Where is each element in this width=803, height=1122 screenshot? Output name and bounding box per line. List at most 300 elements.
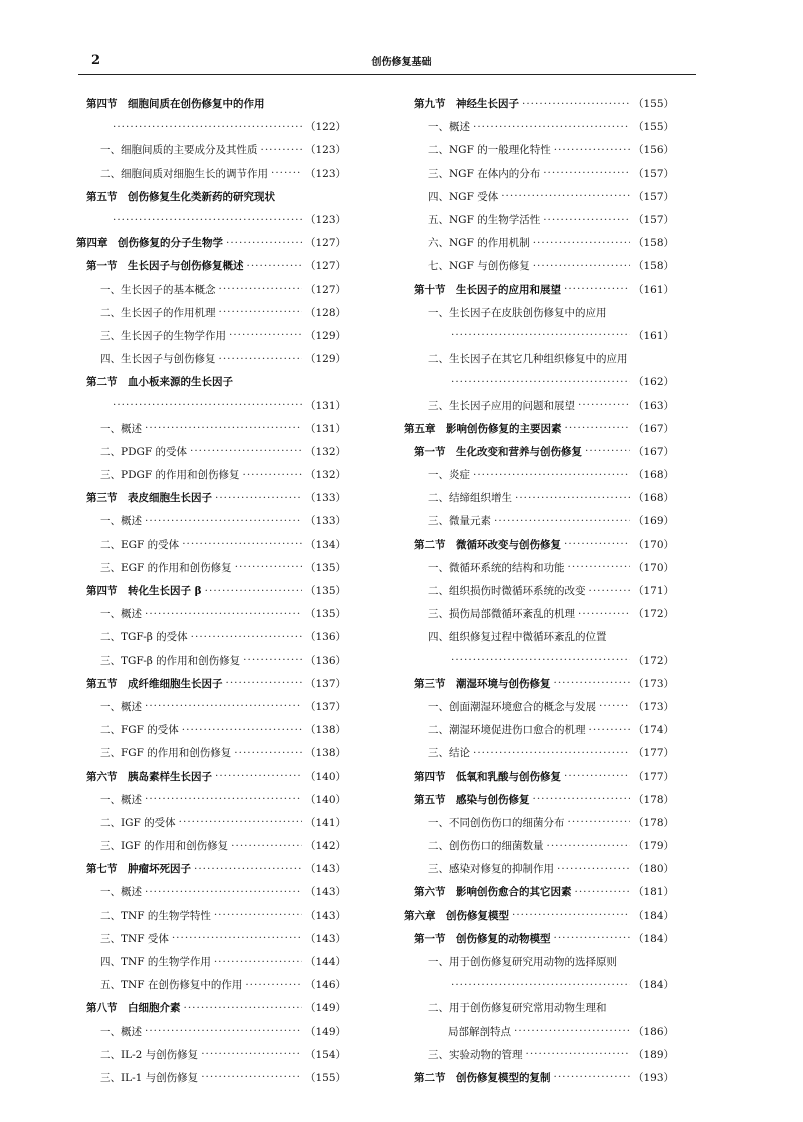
dot-leader (565, 422, 630, 434)
toc-entry-page: （141） (304, 816, 346, 829)
toc-entry-item (76, 788, 346, 811)
dot-leader (113, 121, 302, 133)
toc-entry-title: 五、TNF 在创伤修复中的作用 (100, 979, 243, 992)
toc-entry-page: （131） (304, 399, 346, 412)
header-rule (78, 74, 696, 75)
toc-entry-title: 二、用于创伤修复研究常用动物生理和 (428, 1002, 607, 1015)
toc-entry-title: 一、概述 (100, 422, 142, 435)
toc-entry-page: （135） (304, 608, 346, 621)
toc-entry-page: （184） (632, 932, 674, 945)
dot-leader (145, 793, 302, 805)
toc-entry-page: （135） (304, 561, 346, 574)
toc-entry-title: 七、NGF 与创伤修复 (428, 260, 530, 273)
toc-entry-chapter (76, 231, 346, 254)
dot-leader (522, 98, 630, 110)
toc-entry-page: （132） (304, 445, 346, 458)
toc-entry-title: 二、TNF 的生物学特性 (100, 909, 211, 922)
toc-entry-page: （123） (304, 167, 346, 180)
toc-right-column (404, 92, 674, 1089)
toc-entry-item (404, 231, 674, 254)
toc-entry-page: （131） (304, 422, 346, 435)
toc-entry-title: 三、微量元素 (428, 515, 491, 528)
dot-leader (182, 538, 302, 550)
dot-leader (226, 677, 302, 689)
toc-entry-page: （146） (304, 979, 346, 992)
toc-entry-cont (76, 115, 346, 138)
toc-entry-title: 二、PDGF 的受体 (100, 445, 187, 458)
dot-leader (533, 237, 630, 249)
toc-entry-page: （135） (304, 585, 346, 598)
toc-entry-title: 第三节 潮湿环境与创伤修复 (414, 677, 551, 690)
toc-entry-page: （180） (632, 863, 674, 876)
toc-entry-page: （161） (632, 283, 674, 296)
toc-entry-item (76, 440, 346, 463)
toc-entry-page: （184） (632, 909, 674, 922)
toc-entry-page: （129） (304, 329, 346, 342)
toc-entry-title: 一、概述 (100, 886, 142, 899)
toc-entry-page: （157） (632, 167, 674, 180)
toc-entry-section (404, 927, 674, 950)
toc-entry-section (404, 672, 674, 695)
dot-leader (578, 399, 630, 411)
toc-entry-page: （167） (632, 422, 674, 435)
toc-entry-title: 第六节 胰岛素样生长因子 (86, 770, 212, 783)
toc-entry-section (76, 857, 346, 880)
toc-entry-title: 第五章 影响创伤修复的主要因素 (404, 422, 562, 435)
dot-leader (514, 1025, 630, 1037)
toc-entry-item (76, 718, 346, 741)
toc-entry-title: 二、EGF 的受体 (100, 538, 180, 551)
toc-entry-item (404, 254, 674, 277)
dot-leader (235, 561, 302, 573)
toc-entry-page: （154） (304, 1048, 346, 1061)
toc-entry-page: （123） (304, 214, 346, 227)
toc-entry-item (404, 1043, 674, 1066)
toc-entry-page: （123） (304, 144, 346, 157)
toc-entry-section (404, 880, 674, 903)
toc-entry-title: 二、TGF-β 的受体 (100, 631, 188, 644)
toc-entry-title: 第三节 表皮细胞生长因子 (86, 492, 212, 505)
dot-leader (557, 863, 630, 875)
toc-entry-title: 第五节 成纤维细胞生长因子 (86, 677, 223, 690)
toc-entry-item (76, 324, 346, 347)
dot-leader (451, 376, 630, 388)
toc-entry-title: 第二节 微循环改变与创伤修复 (414, 538, 561, 551)
dot-leader (473, 469, 630, 481)
toc-entry-page: （162） (632, 376, 674, 389)
toc-entry-page: （179） (632, 840, 674, 853)
toc-entry-cont (76, 393, 346, 416)
toc-entry-title: 三、FGF 的作用和创伤修复 (100, 747, 232, 760)
toc-entry-title: 四、NGF 受体 (428, 190, 499, 203)
toc-entry-title: 第一节 生长因子与创伤修复概述 (86, 260, 244, 273)
dot-leader (243, 469, 302, 481)
toc-entry-page: （149） (304, 1025, 346, 1038)
dot-leader (215, 770, 302, 782)
toc-entry-title: 三、PDGF 的作用和创伤修复 (100, 469, 240, 482)
dot-leader (229, 329, 302, 341)
toc-entry-page: （122） (304, 121, 346, 134)
toc-entry-page: （138） (304, 747, 346, 760)
toc-entry-section (76, 579, 346, 602)
dot-leader (554, 677, 630, 689)
dot-leader (145, 608, 302, 620)
dot-leader (451, 979, 630, 991)
dot-leader (145, 886, 302, 898)
toc-entry-section (404, 764, 674, 787)
toc-entry-title: 二、结缔组织增生 (428, 492, 512, 505)
dot-leader (214, 956, 302, 968)
toc-entry-page: （171） (632, 585, 674, 598)
toc-entry-item (404, 950, 674, 973)
toc-entry-item (76, 950, 346, 973)
toc-entry-page: （193） (632, 1071, 674, 1084)
toc-entry-page: （170） (632, 561, 674, 574)
toc-entry-item (76, 278, 346, 301)
toc-left-column (76, 92, 346, 1089)
toc-entry-item (76, 741, 346, 764)
dot-leader (585, 445, 630, 457)
dot-leader (554, 144, 630, 156)
toc-entry-page: （127） (304, 283, 346, 296)
dot-leader (219, 353, 302, 365)
toc-entry-cont (404, 973, 674, 996)
toc-entry-item (404, 695, 674, 718)
toc-entry-item (404, 741, 674, 764)
toc-entry-page: （177） (632, 770, 674, 783)
toc-entry-page: （138） (304, 724, 346, 737)
toc-entry-title: 第七节 肿瘤坏死因子 (86, 863, 191, 876)
toc-entry-page: （157） (632, 190, 674, 203)
toc-entry-title: 二、FGF 的受体 (100, 724, 179, 737)
dot-leader (219, 283, 302, 295)
toc-entry-title: 一、概述 (100, 793, 142, 806)
dot-leader (564, 770, 630, 782)
toc-entry-title: 一、概述 (100, 608, 142, 621)
toc-entry-item (404, 857, 674, 880)
dot-leader (578, 608, 630, 620)
toc-entry-item (76, 162, 346, 185)
dot-leader (215, 492, 302, 504)
toc-entry-page: （172） (632, 654, 674, 667)
toc-entry-page: （143） (304, 886, 346, 899)
toc-entry-title: 第六节 影响创伤愈合的其它因素 (414, 886, 572, 899)
toc-entry-item (76, 417, 346, 440)
toc-entry-item (76, 138, 346, 161)
toc-entry-section (404, 1066, 674, 1089)
toc-entry-page: （178） (632, 816, 674, 829)
toc-entry-page: （128） (304, 306, 346, 319)
toc-entry-item (76, 347, 346, 370)
dot-leader (564, 283, 630, 295)
toc-entry-item (404, 463, 674, 486)
toc-entry-item (76, 834, 346, 857)
dot-leader (145, 515, 302, 527)
toc-entry-item (76, 973, 346, 996)
toc-entry-section (404, 92, 674, 115)
toc-entry-page: （173） (632, 677, 674, 690)
dot-leader (113, 399, 302, 411)
toc-entry-page: （143） (304, 909, 346, 922)
dot-leader (234, 747, 302, 759)
toc-entry-title: 第二节 创伤修复模型的复制 (414, 1071, 551, 1084)
toc-entry-page: （173） (632, 700, 674, 713)
toc-entry-title: 一、概述 (428, 121, 470, 134)
dot-leader (194, 863, 302, 875)
dot-leader (214, 909, 302, 921)
toc-entry-section (404, 440, 674, 463)
dot-leader (564, 538, 630, 550)
toc-entry-item (76, 880, 346, 903)
toc-entry-item (404, 625, 674, 648)
toc-entry-title: 三、TGF-β 的作用和创伤修复 (100, 654, 241, 667)
toc-entry-section (76, 486, 346, 509)
toc-entry-title: 二、IL-2 与创伤修复 (100, 1048, 199, 1061)
dot-leader (145, 422, 302, 434)
toc-entry-page: （157） (632, 214, 674, 227)
toc-entry-page: （155） (632, 121, 674, 134)
toc-entry-item (404, 834, 674, 857)
toc-entry-title: 第四章 创伤修复的分子生物学 (76, 237, 223, 250)
dot-leader (589, 585, 630, 597)
dot-leader (179, 816, 302, 828)
toc-entry-item (76, 625, 346, 648)
toc-entry-item (404, 208, 674, 231)
toc-entry-item (404, 185, 674, 208)
dot-leader (182, 724, 302, 736)
toc-entry-title: 一、用于创伤修复研究用动物的选择原则 (428, 956, 617, 969)
toc-entry-title: 二、潮湿环境促进伤口愈合的机理 (428, 724, 586, 737)
toc-entry-section (76, 185, 346, 208)
dot-leader (473, 121, 630, 133)
toc-entry-title: 第一节 生化改变和营养与创伤修复 (414, 445, 582, 458)
toc-entry-page: （172） (632, 608, 674, 621)
toc-entry-page: （143） (304, 932, 346, 945)
dot-leader (533, 793, 630, 805)
toc-entry-item (404, 509, 674, 532)
toc-entry-page: （133） (304, 515, 346, 528)
toc-entry-title: 一、概述 (100, 1025, 142, 1038)
toc-entry-item (76, 533, 346, 556)
toc-entry-title: 二、生长因子的作用机理 (100, 306, 216, 319)
toc-entry-title: 三、结论 (428, 747, 470, 760)
toc-entry-section (76, 370, 346, 393)
toc-entry-title: 三、实验动物的管理 (428, 1048, 523, 1061)
toc-entry-title: 五、NGF 的生物学活性 (428, 214, 541, 227)
toc-entry-title: 第十节 生长因子的应用和展望 (414, 283, 561, 296)
toc-entry-title: 三、EGF 的作用和创伤修复 (100, 561, 232, 574)
toc-entry-title: 第四节 转化生长因子 β (86, 585, 202, 598)
toc-entry-page: （127） (304, 260, 346, 273)
toc-entry-page: （178） (632, 793, 674, 806)
toc-entry-page: （137） (304, 677, 346, 690)
dot-leader (512, 909, 630, 921)
toc-entry-title: 第四节 低氧和乳酸与创伤修复 (414, 770, 561, 783)
toc-entry-title: 一、创面潮湿环境愈合的概念与发展 (428, 700, 596, 713)
dot-leader (575, 886, 630, 898)
toc-entry-title: 一、生长因子在皮肤创伤修复中的应用 (428, 306, 607, 319)
toc-entry-page: （156） (632, 144, 674, 157)
toc-entry-title: 二、NGF 的一般理化特性 (428, 144, 551, 157)
toc-entry-chapter (404, 904, 674, 927)
toc-entry-section (76, 254, 346, 277)
toc-entry-item (76, 695, 346, 718)
toc-entry-page: （136） (304, 654, 346, 667)
toc-entry-page: （144） (304, 956, 346, 969)
dot-leader (205, 585, 302, 597)
toc-entry-title: 一、细胞间质的主要成分及其性质 (100, 144, 258, 157)
toc-entry-title: 三、IGF 的作用和创伤修复 (100, 840, 229, 853)
toc-entry-item (76, 811, 346, 834)
dot-leader (243, 654, 302, 666)
toc-entry-page: （158） (632, 260, 674, 273)
toc-entry-title: 二、IGF 的受体 (100, 816, 176, 829)
toc-entry-page: （174） (632, 724, 674, 737)
dot-leader (526, 1048, 630, 1060)
toc-entry-page: （133） (304, 492, 346, 505)
toc-entry-title: 三、感染对修复的抑制作用 (428, 863, 554, 876)
toc-entry-item (404, 138, 674, 161)
toc-entry-item (404, 556, 674, 579)
dot-leader (568, 816, 630, 828)
toc-entry-title: 一、概述 (100, 515, 142, 528)
dot-leader (245, 979, 302, 991)
toc-entry-title: 第五节 创伤修复生化类新药的研究现状 (86, 190, 275, 203)
toc-entry-page: （186） (632, 1025, 674, 1038)
toc-entry-page: （168） (632, 469, 674, 482)
toc-entry-item (404, 162, 674, 185)
toc-entry-item (404, 811, 674, 834)
toc-entry-item (404, 393, 674, 416)
toc-entry-page: （129） (304, 353, 346, 366)
toc-entry-title: 四、生长因子与创伤修复 (100, 353, 216, 366)
dot-leader (231, 840, 302, 852)
running-title: 创伤修复基础 (371, 57, 432, 68)
toc-entry-page: （163） (632, 399, 674, 412)
dot-leader (145, 1025, 302, 1037)
toc-entry-page: （158） (632, 237, 674, 250)
toc-entry-title: 六、NGF 的作用机制 (428, 237, 530, 250)
toc-entry-page: （167） (632, 445, 674, 458)
toc-entry-item (76, 649, 346, 672)
dot-leader (172, 932, 302, 944)
toc-entry-item (76, 1020, 346, 1043)
toc-entry-cont (76, 208, 346, 231)
toc-entry-page: （127） (304, 237, 346, 250)
toc-entry-item (76, 301, 346, 324)
toc-entry-page: （170） (632, 538, 674, 551)
toc-entry-item (404, 718, 674, 741)
dot-leader (599, 700, 630, 712)
dot-leader (247, 260, 302, 272)
toc-entry-page: （140） (304, 793, 346, 806)
toc-entry-item (404, 579, 674, 602)
toc-entry-item (76, 1043, 346, 1066)
toc-entry-page: （136） (304, 631, 346, 644)
toc-entry-title: 三、损伤局部微循环紊乱的机理 (428, 608, 575, 621)
dot-leader (219, 306, 302, 318)
toc-entry-title: 第八节 白细胞介素 (86, 1002, 181, 1015)
toc-entry-title: 第六章 创伤修复模型 (404, 909, 509, 922)
toc-entry-section (404, 533, 674, 556)
toc-entry-page: （184） (632, 979, 674, 992)
toc-entry-title: 三、生长因子应用的问题和展望 (428, 399, 575, 412)
toc-entry-page: （155） (632, 98, 674, 111)
toc-entry-page: （137） (304, 700, 346, 713)
toc-entry-cont (404, 649, 674, 672)
toc-entry-item (76, 556, 346, 579)
dot-leader (533, 260, 630, 272)
toc-entry-title: 二、组织损伤时微循环系统的改变 (428, 585, 586, 598)
dot-leader (554, 1071, 630, 1083)
toc-entry-item (404, 602, 674, 625)
toc-entry-title: 四、TNF 的生物学作用 (100, 956, 211, 969)
toc-entry-title: 一、不同创伤伤口的细菌分布 (428, 816, 565, 829)
toc-entry-title: 一、炎症 (428, 469, 470, 482)
toc-entry-page: （168） (632, 492, 674, 505)
toc-entry-title: 第一节 创伤修复的动物模型 (414, 932, 551, 945)
toc-entry-title: 二、细胞间质对细胞生长的调节作用 (100, 167, 268, 180)
dot-leader (494, 515, 630, 527)
toc-entry-title: 一、微循环系统的结构和功能 (428, 561, 565, 574)
dot-leader (113, 214, 302, 226)
dot-leader (190, 445, 302, 457)
dot-leader (451, 329, 630, 341)
toc-entry-section (404, 278, 674, 301)
dot-leader (145, 700, 302, 712)
dot-leader (568, 561, 630, 573)
dot-leader (547, 840, 630, 852)
toc-entry-page: （169） (632, 515, 674, 528)
toc-entry-page: （155） (304, 1071, 346, 1084)
dot-leader (184, 1002, 302, 1014)
dot-leader (543, 214, 630, 226)
toc-entry-title: 一、生长因子的基本概念 (100, 283, 216, 296)
toc-entry-item (76, 904, 346, 927)
toc-entry-item (76, 602, 346, 625)
dot-leader (451, 654, 630, 666)
toc-entry-title: 二、创伤伤口的细菌数量 (428, 840, 544, 853)
dot-leader (501, 190, 630, 202)
toc-entry-item (76, 927, 346, 950)
toc-entry-item (404, 996, 674, 1019)
toc-entry-title: 一、概述 (100, 700, 142, 713)
dot-leader (201, 1071, 302, 1083)
toc-entry-cont (404, 324, 674, 347)
dot-leader (554, 932, 630, 944)
toc-entry-page: （189） (632, 1048, 674, 1061)
dot-leader (271, 167, 302, 179)
toc-entry-title: 三、TNF 受体 (100, 932, 169, 945)
toc-entry-title: 第五节 感染与创伤修复 (414, 793, 530, 806)
dot-leader (226, 237, 302, 249)
dot-leader (473, 747, 630, 759)
toc-entry-item (404, 115, 674, 138)
toc-entry-page: （149） (304, 1002, 346, 1015)
toc-entry-title: 三、NGF 在体内的分布 (428, 167, 541, 180)
toc-entry-item (76, 463, 346, 486)
toc-entry-page: （142） (304, 840, 346, 853)
toc-entry-item (76, 1066, 346, 1089)
toc-entry-item (404, 301, 674, 324)
toc-entry-page: （181） (632, 886, 674, 899)
toc-entry-section (76, 764, 346, 787)
toc-entry-title: 三、IL-1 与创伤修复 (100, 1071, 199, 1084)
toc-entry-section (76, 92, 346, 115)
toc-entry-cont (404, 370, 674, 393)
toc-entry-title: 二、生长因子在其它几种组织修复中的应用 (428, 353, 628, 366)
toc-entry-section (76, 996, 346, 1019)
